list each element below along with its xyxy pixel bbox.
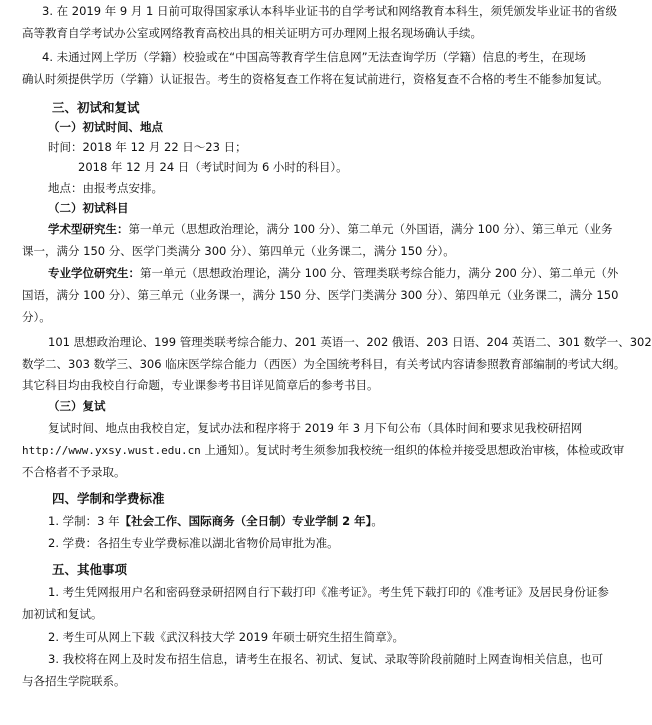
section3-sub1: （一）初试时间、地点: [48, 120, 163, 134]
section5-item2: 2. 考生可从网上下载《武汉科技大学 2019 年硕士研究生招生简章》。: [48, 630, 404, 644]
section2-item3-line1: 3. 在 2019 年 9 月 1 日前可取得国家承认本科毕业证书的自学考试和网络教育本科生，须凭颁发毕业证书的省级: [42, 4, 617, 18]
retest-url-link[interactable]: http://www.yxsy.wust.edu.cn: [22, 444, 201, 457]
exam-place: 地点：由报考点安排。: [48, 181, 163, 195]
section4-title: 四、学制和学费标准: [52, 491, 165, 506]
section5-item3-line2: 与各招生学院联系。: [22, 674, 126, 688]
academic-line1: 学术型研究生：第一单元（思想政治理论，满分 100 分）、第二单元（外国语，满分 100 分）、第三单元（业务: [48, 222, 613, 236]
professional-line3: 分）。: [22, 310, 51, 324]
professional-label: 专业学位研究生：: [48, 266, 140, 280]
academic-line2: 课一，满分 150 分、医学门类满分 300 分）、第四单元（业务课二，满分 150 分）。: [22, 244, 455, 258]
section5-item1-line1: 1. 考生凭网报用户名和密码登录研招网自行下载打印《准考证》。考生凭下载打印的《准考证》及居民身份证参: [48, 585, 609, 599]
section2-item4-line1: 4. 未通过网上学历（学籍）校验或在“中国高等教育学生信息网”无法查询学历（学籍）信息的考生，在现场: [42, 50, 587, 64]
section5-item3-line1: 3. 我校将在网上及时发布招生信息，请考生在报名、初试、复试、录取等阶段前随时上网查询相关信息，也可: [48, 652, 604, 666]
subjects-line1: 101 思想政治理论、199 管理类联考综合能力、201 英语一、202 俄语、203 日语、204 英语二、301 数学一、302: [48, 335, 652, 349]
retest-line2: http://www.yxsy.wust.edu.cn 上通知）。复试时考生须参加我校统一组织的体检并接受思想政治审核，体检或政审: [22, 443, 625, 457]
professional-line1: 专业学位研究生：第一单元（思想政治理论，满分 100 分、管理类联考综合能力，满分 200 分）、第二单元（外: [48, 266, 619, 280]
subjects-line3: 其它科目均由我校自行命题，专业课参考书目详见简章后的参考书目。: [22, 378, 379, 392]
section3-sub2: （二）初试科目: [48, 201, 129, 215]
section2-item4-line2: 确认时须提供学历（学籍）认证报告。考生的资格复查工作将在复试前进行，资格复查不合格的考生不能参加复试。: [22, 72, 609, 86]
subjects-line2: 数学二、303 数学三、306 临床医学综合能力（西医）为全国统考科目，有关考试内容请参照教育部编制的考试大纲。: [22, 357, 626, 371]
retest-line1: 复试时间、地点由我校自定，复试办法和程序将于 2019 年 3 月下旬公布（具体时间和要求见我校研招网: [48, 421, 583, 435]
professional-line2: 国语，满分 100 分）、第三单元（业务课一，满分 150 分、医学门类满分 300 分）、第四单元（业务课二，满分 150: [22, 288, 619, 302]
section5-item1-line2: 加初试和复试。: [22, 607, 103, 621]
section5-title: 五、其他事项: [52, 562, 128, 577]
academic-label: 学术型研究生：: [48, 222, 129, 236]
section4-item1: 1. 学制：3 年【社会工作、国际商务（全日制）专业学制 2 年】。: [48, 514, 383, 528]
exam-time-line1: 时间：2018 年 12 月 22 日～23 日；: [48, 140, 247, 154]
section2-item3-line2: 高等教育自学考试办公室或网络教育高校出具的相关证明方可办理网上报名现场确认手续。: [22, 26, 482, 40]
retest-line3: 不合格者不予录取。: [22, 465, 126, 479]
section4-item2: 2. 学费：各招生专业学费标准以湖北省物价局审批为准。: [48, 536, 339, 550]
section3-title: 三、初试和复试: [52, 100, 140, 115]
exam-time-line2: 2018 年 12 月 24 日（考试时间为 6 小时的科目）。: [78, 160, 348, 174]
section3-sub3: （三）复试: [48, 399, 106, 413]
